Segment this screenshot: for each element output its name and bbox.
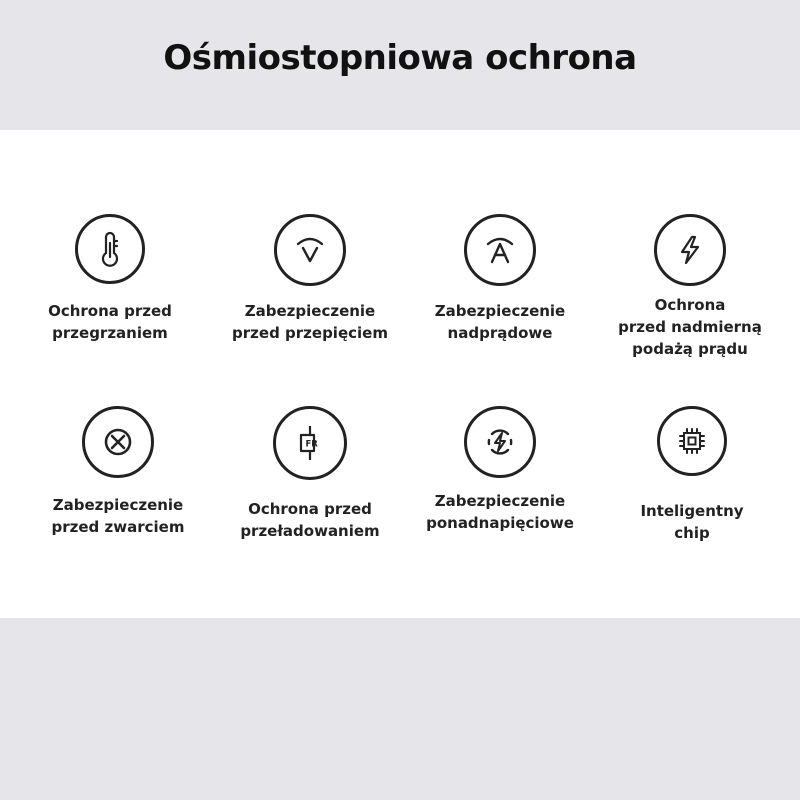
short-circuit-x-icon — [82, 406, 154, 478]
fr-icon — [273, 406, 347, 480]
feature-label: Zabezpieczenie przed przepięciem — [232, 302, 388, 342]
feature-overheat — [15, 214, 205, 344]
chip-icon — [657, 406, 727, 476]
feature-label: Ochrona przed nadmierną podażą prądu — [618, 296, 762, 358]
surge-lightning-icon — [464, 406, 536, 478]
feature-label: Ochrona przed przeładowaniem — [240, 500, 380, 540]
feature-overcharge — [215, 406, 405, 542]
feature-surge — [405, 406, 595, 534]
feature-label: Zabezpieczenie przed zwarciem — [51, 496, 185, 536]
svg-text:FR: FR — [305, 439, 318, 450]
lightning-icon — [654, 214, 726, 286]
feature-label: Ochrona przed przegrzaniem — [48, 302, 172, 342]
page-title: Ośmiostopniowa ochrona — [163, 38, 637, 78]
ampere-a-icon — [464, 214, 536, 286]
feature-overcurrent — [405, 214, 595, 344]
features-panel — [0, 130, 800, 618]
voltage-v-icon — [274, 214, 346, 286]
thermometer-icon — [75, 214, 145, 284]
feature-overpower — [595, 214, 785, 360]
feature-smart-chip — [597, 406, 787, 544]
feature-label: Zabezpieczenie ponadnapięciowe — [426, 492, 574, 532]
feature-overvoltage — [215, 214, 405, 344]
feature-short-circuit — [23, 406, 213, 538]
feature-label: Inteligentny chip — [640, 502, 744, 542]
feature-label: Zabezpieczenie nadprądowe — [434, 302, 566, 342]
